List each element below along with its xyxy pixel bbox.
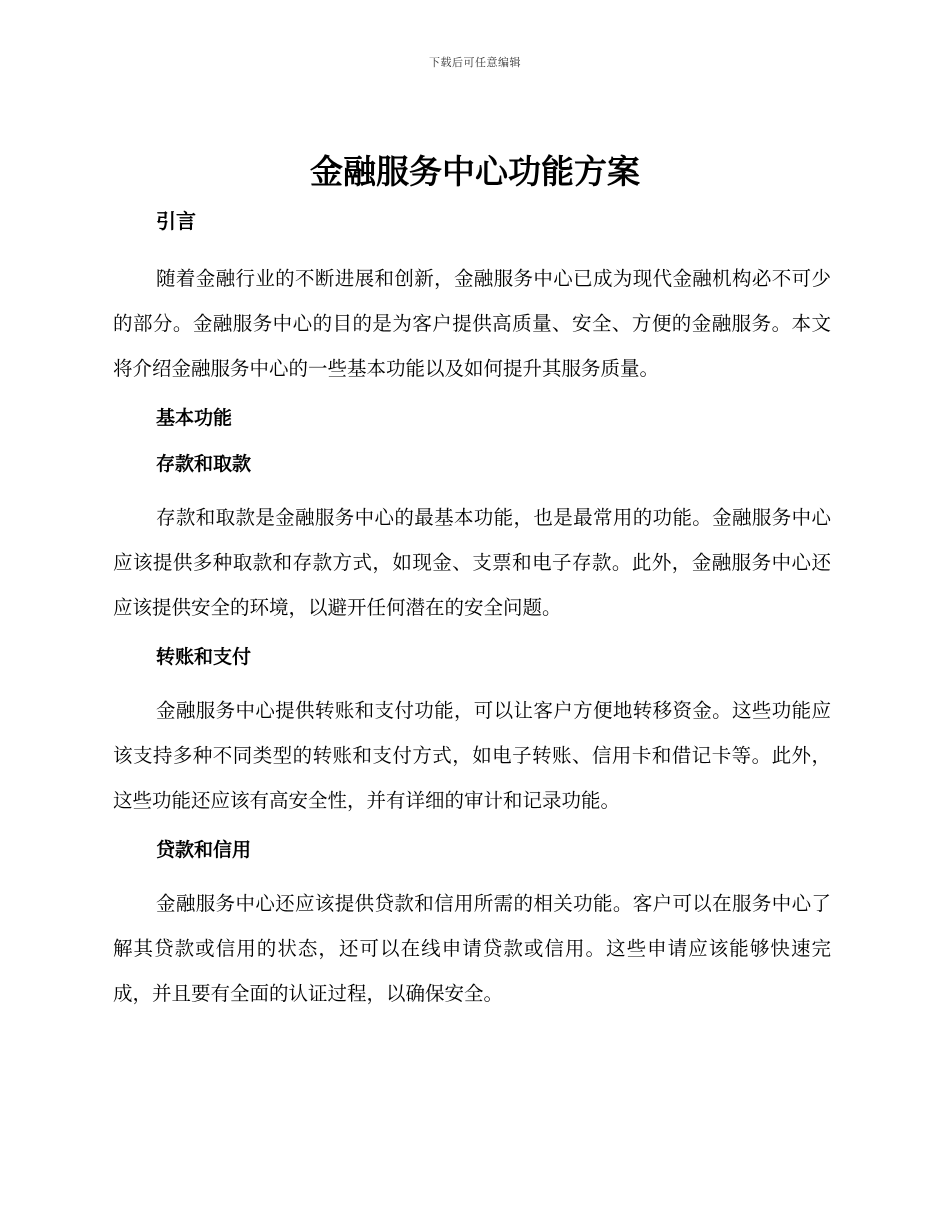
basic-functions-heading: 基本功能 [156,407,233,429]
transfer-heading: 转账和支付 [156,646,252,668]
intro-heading: 引言 [156,209,196,233]
loan-paragraph: 金融服务中心还应该提供贷款和信用所需的相关功能。客户可以在服务中心了解其贷款或信用的状态，还可以在线申请贷款或信用。这些申请应该能够快速完成，并且要有全面的认证过程，以确保安全。 [113,892,831,1005]
intro-paragraph: 随着金融行业的不断进展和创新，金融服务中心已成为现代金融机构必不可少的部分。金融服务中心的目的是为客户提供高质量、安全、方便的金融服务。本文将介绍金融服务中心的一些基本功能以及如何提升其服务质量。 [113,267,831,380]
deposit-heading: 存款和取款 [156,453,252,475]
document-title: 金融服务中心功能方案 [310,152,640,191]
loan-heading: 贷款和信用 [156,839,252,861]
document-body [113,206,831,1028]
header-note: 下载后可任意编辑 [429,56,521,69]
deposit-paragraph: 存款和取款是金融服务中心的最基本功能，也是最常用的功能。金融服务中心应该提供多种取款和存款方式，如现金、支票和电子存款。此外，金融服务中心还应该提供安全的环境，以避开任何潜在的安全问题。 [113,506,831,619]
transfer-paragraph: 金融服务中心提供转账和支付功能，可以让客户方便地转移资金。这些功能应该支持多种不同类型的转账和支付方式，如电子转账、信用卡和借记卡等。此外，这些功能还应该有高安全性，并有详细的审计和记录功能。 [113,699,831,812]
